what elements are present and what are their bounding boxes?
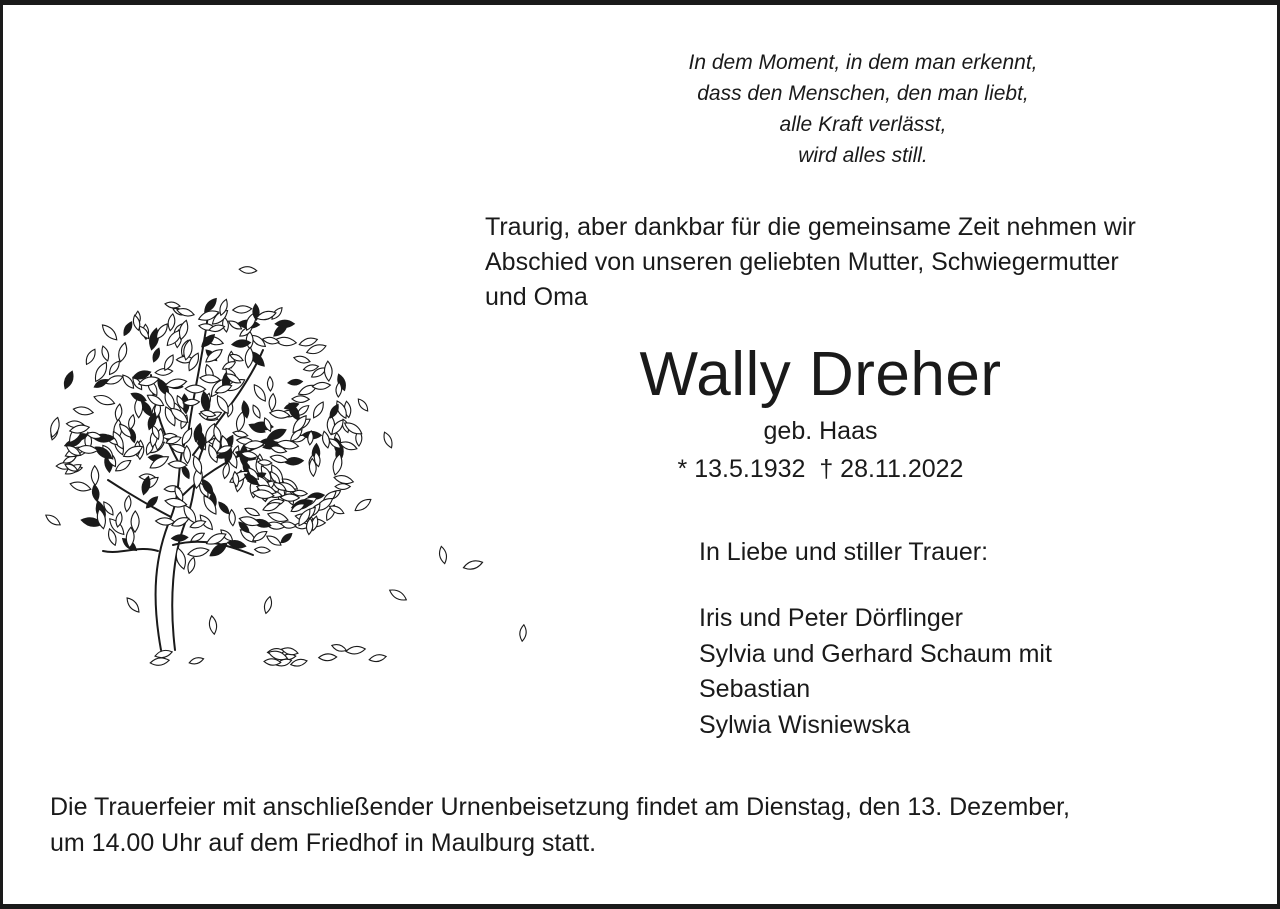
intro-line: und Oma [485, 283, 588, 311]
leaf-shape [251, 404, 262, 419]
leaf-shape [292, 396, 309, 403]
leaf-shape [232, 305, 252, 314]
leaf-shape [319, 654, 337, 661]
leaf-shape [114, 404, 123, 422]
leaf-shape [268, 393, 276, 411]
leaf-shape [228, 509, 236, 526]
leaf-shape [179, 427, 194, 447]
deceased-name: Wally Dreher [639, 340, 1002, 409]
leaf-shape [165, 301, 181, 309]
leaf-shape [155, 368, 173, 376]
leaf-shape [353, 496, 373, 513]
mourner-line: Iris und Peter Dörflinger [699, 604, 964, 632]
leaf-shape [69, 480, 92, 493]
leaf-shape [388, 587, 408, 603]
leaf-shape [217, 500, 231, 515]
leaf-shape [124, 495, 132, 512]
leaf-shape [251, 383, 268, 403]
leaf-shape [62, 370, 76, 390]
leaf-shape [171, 534, 188, 541]
service-line: um 14.00 Uhr auf dem Friedhof in Maulburg statt. [50, 828, 597, 857]
leaf-shape [48, 416, 61, 438]
leaf-shape [151, 347, 161, 363]
leaf-shape [155, 517, 174, 525]
poem-line: In dem Moment, in dem man erkennt, [688, 51, 1038, 74]
mourner-line: Sylwia Wisniewska [699, 710, 911, 739]
leaf-shape [167, 313, 176, 331]
leaf-shape [265, 533, 283, 547]
leaf-shape [324, 361, 333, 381]
leaf-shape [187, 546, 210, 558]
intro-line: Abschied von unseren geliebten Mutter, Schwiegermutter [485, 248, 1119, 276]
intro-text [485, 210, 1265, 315]
life-dates: * 13.5.1932 † 28.11.2022 [677, 455, 964, 483]
leaf-shape [290, 658, 308, 668]
leaf-shape [244, 347, 254, 368]
leaf-shape [462, 559, 483, 572]
leaf-shape [185, 385, 206, 393]
leaf-shape [288, 379, 303, 386]
leaf-shape [239, 266, 257, 274]
leaf-shape [311, 400, 327, 419]
leaf-shape [382, 431, 395, 449]
leaf-shape [117, 342, 129, 363]
intro-line: Traurig, aber dankbar für die gemeinsame Zeit nehmen wir [485, 213, 1136, 241]
leaf-shape [279, 532, 293, 545]
leaf-shape [122, 320, 135, 336]
poem-line: dass den Menschen, den man liebt, [697, 82, 1029, 105]
mourners-intro: In Liebe und stiller Trauer: [699, 538, 989, 566]
leaf-shape [127, 414, 136, 430]
leaf-shape [186, 556, 197, 574]
leaf-shape [267, 377, 273, 392]
leaf-shape [356, 397, 370, 412]
leaf-shape [254, 546, 270, 553]
leaf-shape [124, 596, 141, 615]
leaf-shape [263, 596, 274, 614]
leaf-shape [369, 653, 387, 663]
leaf-shape [188, 656, 204, 666]
leaf-shape [114, 458, 133, 474]
poem-line: alle Kraft verlässt, [779, 113, 947, 136]
leaf-shape [204, 347, 225, 365]
leaf-shape [100, 322, 120, 342]
leaf-shape [438, 546, 448, 565]
leaf-shape [519, 624, 527, 641]
leaf-shape [91, 484, 100, 501]
poem-quote [563, 47, 1163, 171]
leaf-shape [293, 354, 311, 364]
mourner-line: Sylvia und Gerhard Schaum mit [699, 639, 1052, 668]
service-details [50, 790, 1270, 861]
leaf-shape [91, 466, 99, 486]
leaf-shape [84, 348, 98, 366]
poem-line: wird alles still. [798, 144, 928, 167]
leaf-shape [331, 643, 347, 654]
leaf-shape [73, 405, 94, 416]
mourners-list [699, 601, 1052, 743]
leaf-shape [345, 645, 365, 655]
leaf-shape [335, 484, 350, 490]
leaf-shape [154, 649, 173, 660]
leaf-shape [107, 359, 122, 376]
mourner-line: Sebastian [699, 675, 811, 703]
leaf-shape [93, 393, 116, 407]
service-line: Die Trauerfeier mit anschließender Urnenbeisetzung findet am Dienstag, den 13. Dezember, [50, 793, 1070, 821]
leaf-shape [100, 345, 110, 362]
leaf-shape [44, 512, 62, 527]
leaf-shape [232, 430, 248, 439]
leaf-shape [244, 506, 261, 518]
leaf-shape [150, 657, 170, 667]
maiden-name: geb. Haas [763, 417, 878, 445]
leaf-shape [208, 615, 218, 634]
windblown-tree-icon [33, 255, 553, 675]
